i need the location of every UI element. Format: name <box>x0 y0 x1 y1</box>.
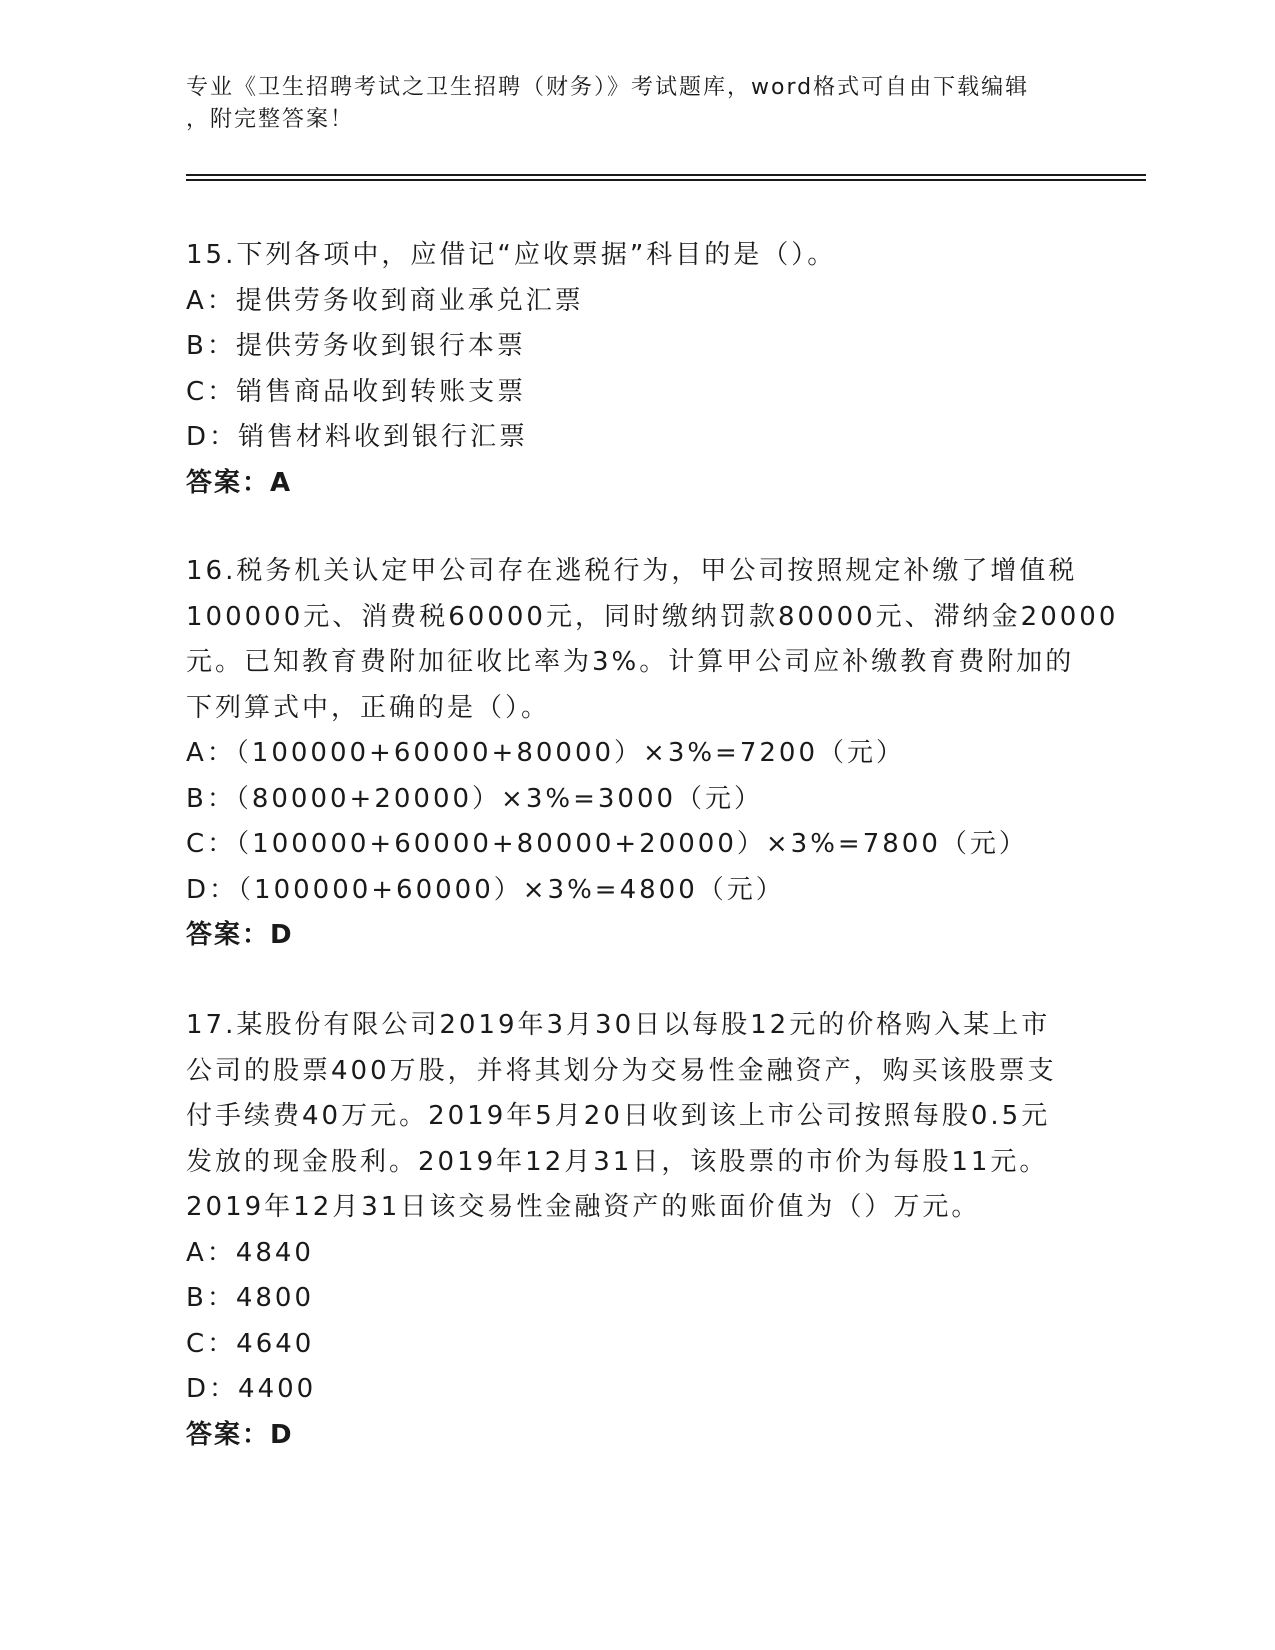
question-stem-line-5: 2019年12月31日该交易性金融资产的账面价值为（）万元。 <box>186 1192 981 1222</box>
option-a: A：4840 <box>186 1237 314 1268</box>
answer: 答案：A <box>186 467 293 498</box>
question-16 <box>186 549 1119 959</box>
option-a: A：（100000+60000+80000）×3%=7200（元） <box>186 738 906 768</box>
question-stem-line-3: 元。已知教育费附加征收比率为3%。计算甲公司应补缴教育费附加的 <box>186 647 1075 677</box>
option-b: B：4800 <box>186 1283 315 1313</box>
option-d: D：销售材料收到银行汇票 <box>186 422 529 452</box>
option-c: C：销售商品收到转账支票 <box>186 376 527 407</box>
question-stem-line-4: 下列算式中，正确的是（）。 <box>186 692 551 723</box>
question-15 <box>186 233 1066 506</box>
answer: 答案：D <box>186 920 294 950</box>
question-stem-line-2: 公司的股票400万股，并将其划分为交易性金融资产，购买该股票支 <box>186 1055 1057 1086</box>
answer: 答案：D <box>186 1419 294 1450</box>
header-divider-bottom <box>186 179 1146 181</box>
question-stem: 15.下列各项中，应借记“应收票据”科目的是（）。 <box>186 240 837 270</box>
option-b: B：（80000+20000）×3%=3000（元） <box>186 783 764 814</box>
question-stem-line-3: 付手续费40万元。2019年5月20日收到该上市公司按照每股0.5元 <box>186 1101 1051 1131</box>
document-header <box>186 72 1066 136</box>
option-c: C：（100000+60000+80000+20000）×3%=7800（元） <box>186 829 1028 859</box>
question-17 <box>186 1003 1066 1458</box>
header-divider-top <box>186 174 1146 176</box>
option-d: D：4400 <box>186 1374 317 1404</box>
option-b: B：提供劳务收到银行本票 <box>186 331 526 361</box>
question-stem-line-1: 17.某股份有限公司2019年3月30日以每股12元的价格购入某上市 <box>186 1010 1051 1040</box>
question-stem-line-2: 100000元、消费税60000元，同时缴纳罚款80000元、滞纳金20000 <box>186 601 1119 632</box>
option-d: D：（100000+60000）×3%=4800（元） <box>186 874 785 905</box>
option-a: A：提供劳务收到商业承兑汇票 <box>186 285 584 316</box>
question-stem-line-1: 16.税务机关认定甲公司存在逃税行为，甲公司按照规定补缴了增值税 <box>186 556 1078 586</box>
option-c: C：4640 <box>186 1328 315 1359</box>
header-line-2: ，附完整答案！ <box>186 107 355 132</box>
header-line-1: 专业《卫生招聘考试之卫生招聘（财务）》考试题库，word格式可自由下载编辑 <box>186 75 1030 100</box>
question-stem-line-4: 发放的现金股利。2019年12月31日，该股票的市价为每股11元。 <box>186 1146 1049 1177</box>
